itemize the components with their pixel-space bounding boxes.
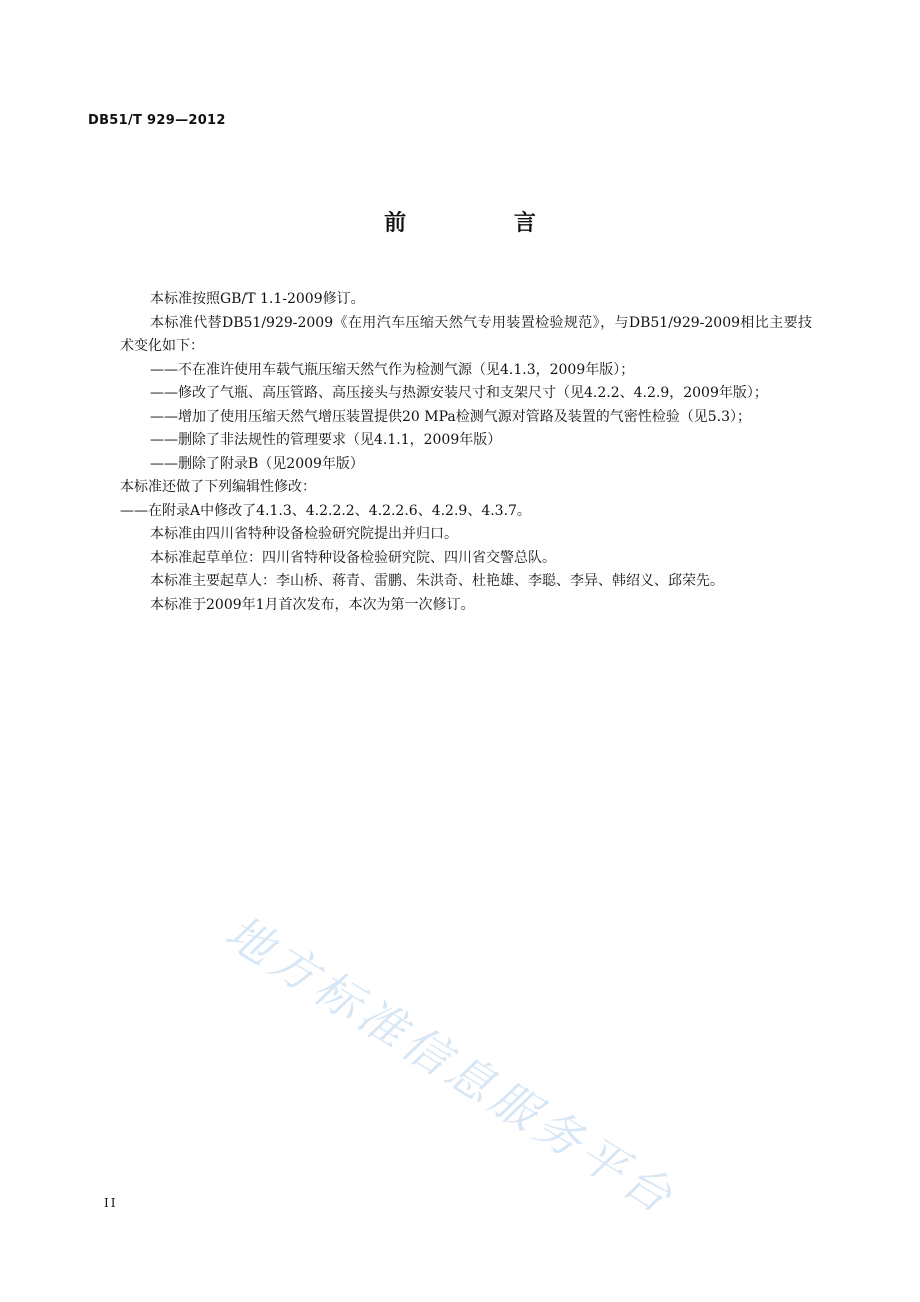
- change-item: ——增加了使用压缩天然气增压装置提供20 MPa检测气源对管路及装置的气密性检验（见5.3）；: [150, 408, 751, 425]
- change-item: ——删除了非法规性的管理要求（见4.1.1，2009年版）: [150, 432, 502, 448]
- paragraph-replaces: 本标准代替DB51/929-2009《在用汽车压缩天然气专用装置检验规范》，与DB51/929-2009相比主要技术变化如下：: [120, 314, 812, 354]
- paragraph-drafting-units: 本标准起草单位：四川省特种设备检验研究院、四川省交警总队。: [150, 549, 556, 566]
- paragraph-editorial: 本标准还做了下列编辑性修改：: [120, 479, 316, 495]
- document-code: DB51/T 929—2012: [88, 113, 226, 128]
- change-item: ——删除了附录B（见2009年版）: [150, 455, 364, 472]
- paragraph-proposer: 本标准由四川省特种设备检验研究院提出并归口。: [150, 526, 458, 542]
- paragraph-basis: 本标准按照GB/T 1.1-2009修订。: [150, 291, 365, 307]
- change-item: ——在附录A中修改了4.1.3、4.2.2.2、4.2.2.6、4.2.9、4.3.7。: [120, 502, 531, 519]
- change-item: ——修改了气瓶、高压管路、高压接头与热源安装尺寸和支架尺寸（见4.2.2、4.2.9，2009年版）；: [150, 385, 768, 401]
- foreword-body: [120, 288, 812, 617]
- paragraph-history: 本标准于2009年1月首次发布，本次为第一次修订。: [150, 596, 475, 613]
- page-title: 前 言: [384, 211, 586, 236]
- paragraph-drafters: 本标准主要起草人：李山桥、蒋青、雷鹏、朱洪奇、杜艳雄、李聪、李异、韩绍义、邱荣先。: [150, 573, 724, 589]
- page-number: II: [104, 1196, 118, 1210]
- watermark-text: 地方标准信息服务平台: [216, 904, 686, 1226]
- change-item: ——不在准许使用车载气瓶压缩天然气作为检测气源（见4.1.3，2009年版）；: [150, 361, 635, 378]
